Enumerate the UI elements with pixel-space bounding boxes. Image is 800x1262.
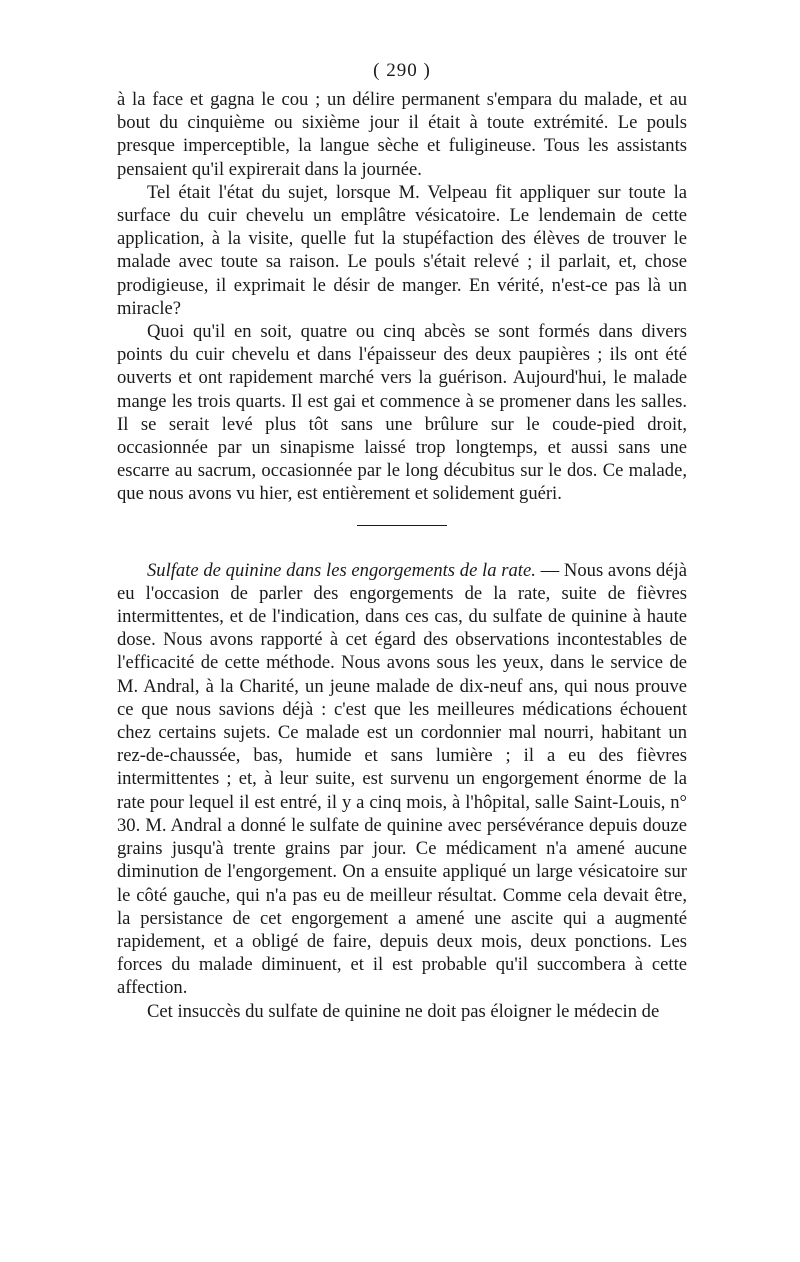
book-page: [117, 60, 687, 1023]
paragraph-final: Cet insuccès du sulfate de quinine ne doit pas éloigner le médecin de: [147, 1000, 660, 1022]
section-divider: [357, 525, 447, 526]
section-title: Sulfate de quinine dans les engorgements de la rate.: [147, 559, 536, 581]
paragraph-continuation: à la face et gagna le cou ; un délire permanent s'empara du malade, et au bout du cinquième ou sixième jour il était à toute extrémité. Le pouls presque imperceptible, la langue sèche et fuligineuse. Tous les assistants pensaient qu'il expirerait dans la journée.: [117, 89, 687, 180]
page-number: ( 290 ): [373, 60, 431, 81]
paragraph-abscesses: Quoi qu'il en soit, quatre ou cinq abcès se sont formés dans divers points du cuir chevelu et dans l'épaisseur des deux paupières ; ils ont été ouverts et ont rapidement marché vers la guérison. Aujourd'hui, le malade mange les trois quarts. Il est gai et commence à se promener dans les salles. Il se serait levé plus tôt sans une brûlure sur le coude-pied droit, occasionnée par un sinapisme laissé trop longtemps, et aussi sans une escarre au sacrum, occasionnée par le long décubitus sur le dos. Ce malade, que nous avons vu hier, est entièrement et solidement guéri.: [117, 321, 687, 505]
paragraph-quinine-section: [117, 559, 687, 1000]
paragraph-velpeau: Tel était l'état du sujet, lorsque M. Velpeau fit appliquer sur toute la surface du cuir chevelu un emplâtre vésicatoire. Le lendemain de cette application, à la visite, quelle fut la stupéfaction des élèves de trouver le malade avec toute sa raison. Le pouls s'était relevé ; il parlait, et, chose prodigieuse, il exprimait le désir de manger. En vérité, n'est-ce pas là un miracle?: [117, 181, 687, 319]
section-body: — Nous avons déjà eu l'occasion de parler des engorgements de la rate, suite de fièvres intermittentes, et de l'indication, dans ces cas, du sulfate de quinine à haute dose. Nous avons rapporté à cet égard des observations incontestables de l'efficacité de cette méthode. Nous avons sous les yeux, dans le service de M. Andral, à la Charité, un jeune malade de dix-neuf ans, qui nous prouve ce que nous savions déjà : c'est que les meilleures médications échouent chez certains sujets. Ce malade est un cordonnier mal nourri, habitant un rez-de-chaussée, bas, humide et sans lumière ; il a eu des fièvres intermittentes ; et, à leur suite, est survenu un engorgement énorme de la rate pour lequel il est entré, il y a cinq mois, à l'hôpital, salle Saint-Louis, n° 30. M. Andral a donné le sulfate de quinine avec persévérance depuis douze grains jusqu'à trente grains par jour. Ce médicament n'a amené aucune diminution de l'engorgement. On a ensuite appliqué un large vésicatoire sur le côté gauche, qui n'a pas eu de meilleur résultat. Comme cela devait être, la persistance de cet engorgement a amené une ascite qui a augmenté rapidement, et a obligé de faire, depuis deux mois, deux ponctions. Les forces du malade diminuent, et il est probable qu'il succombera à cette affection.: [117, 559, 687, 999]
